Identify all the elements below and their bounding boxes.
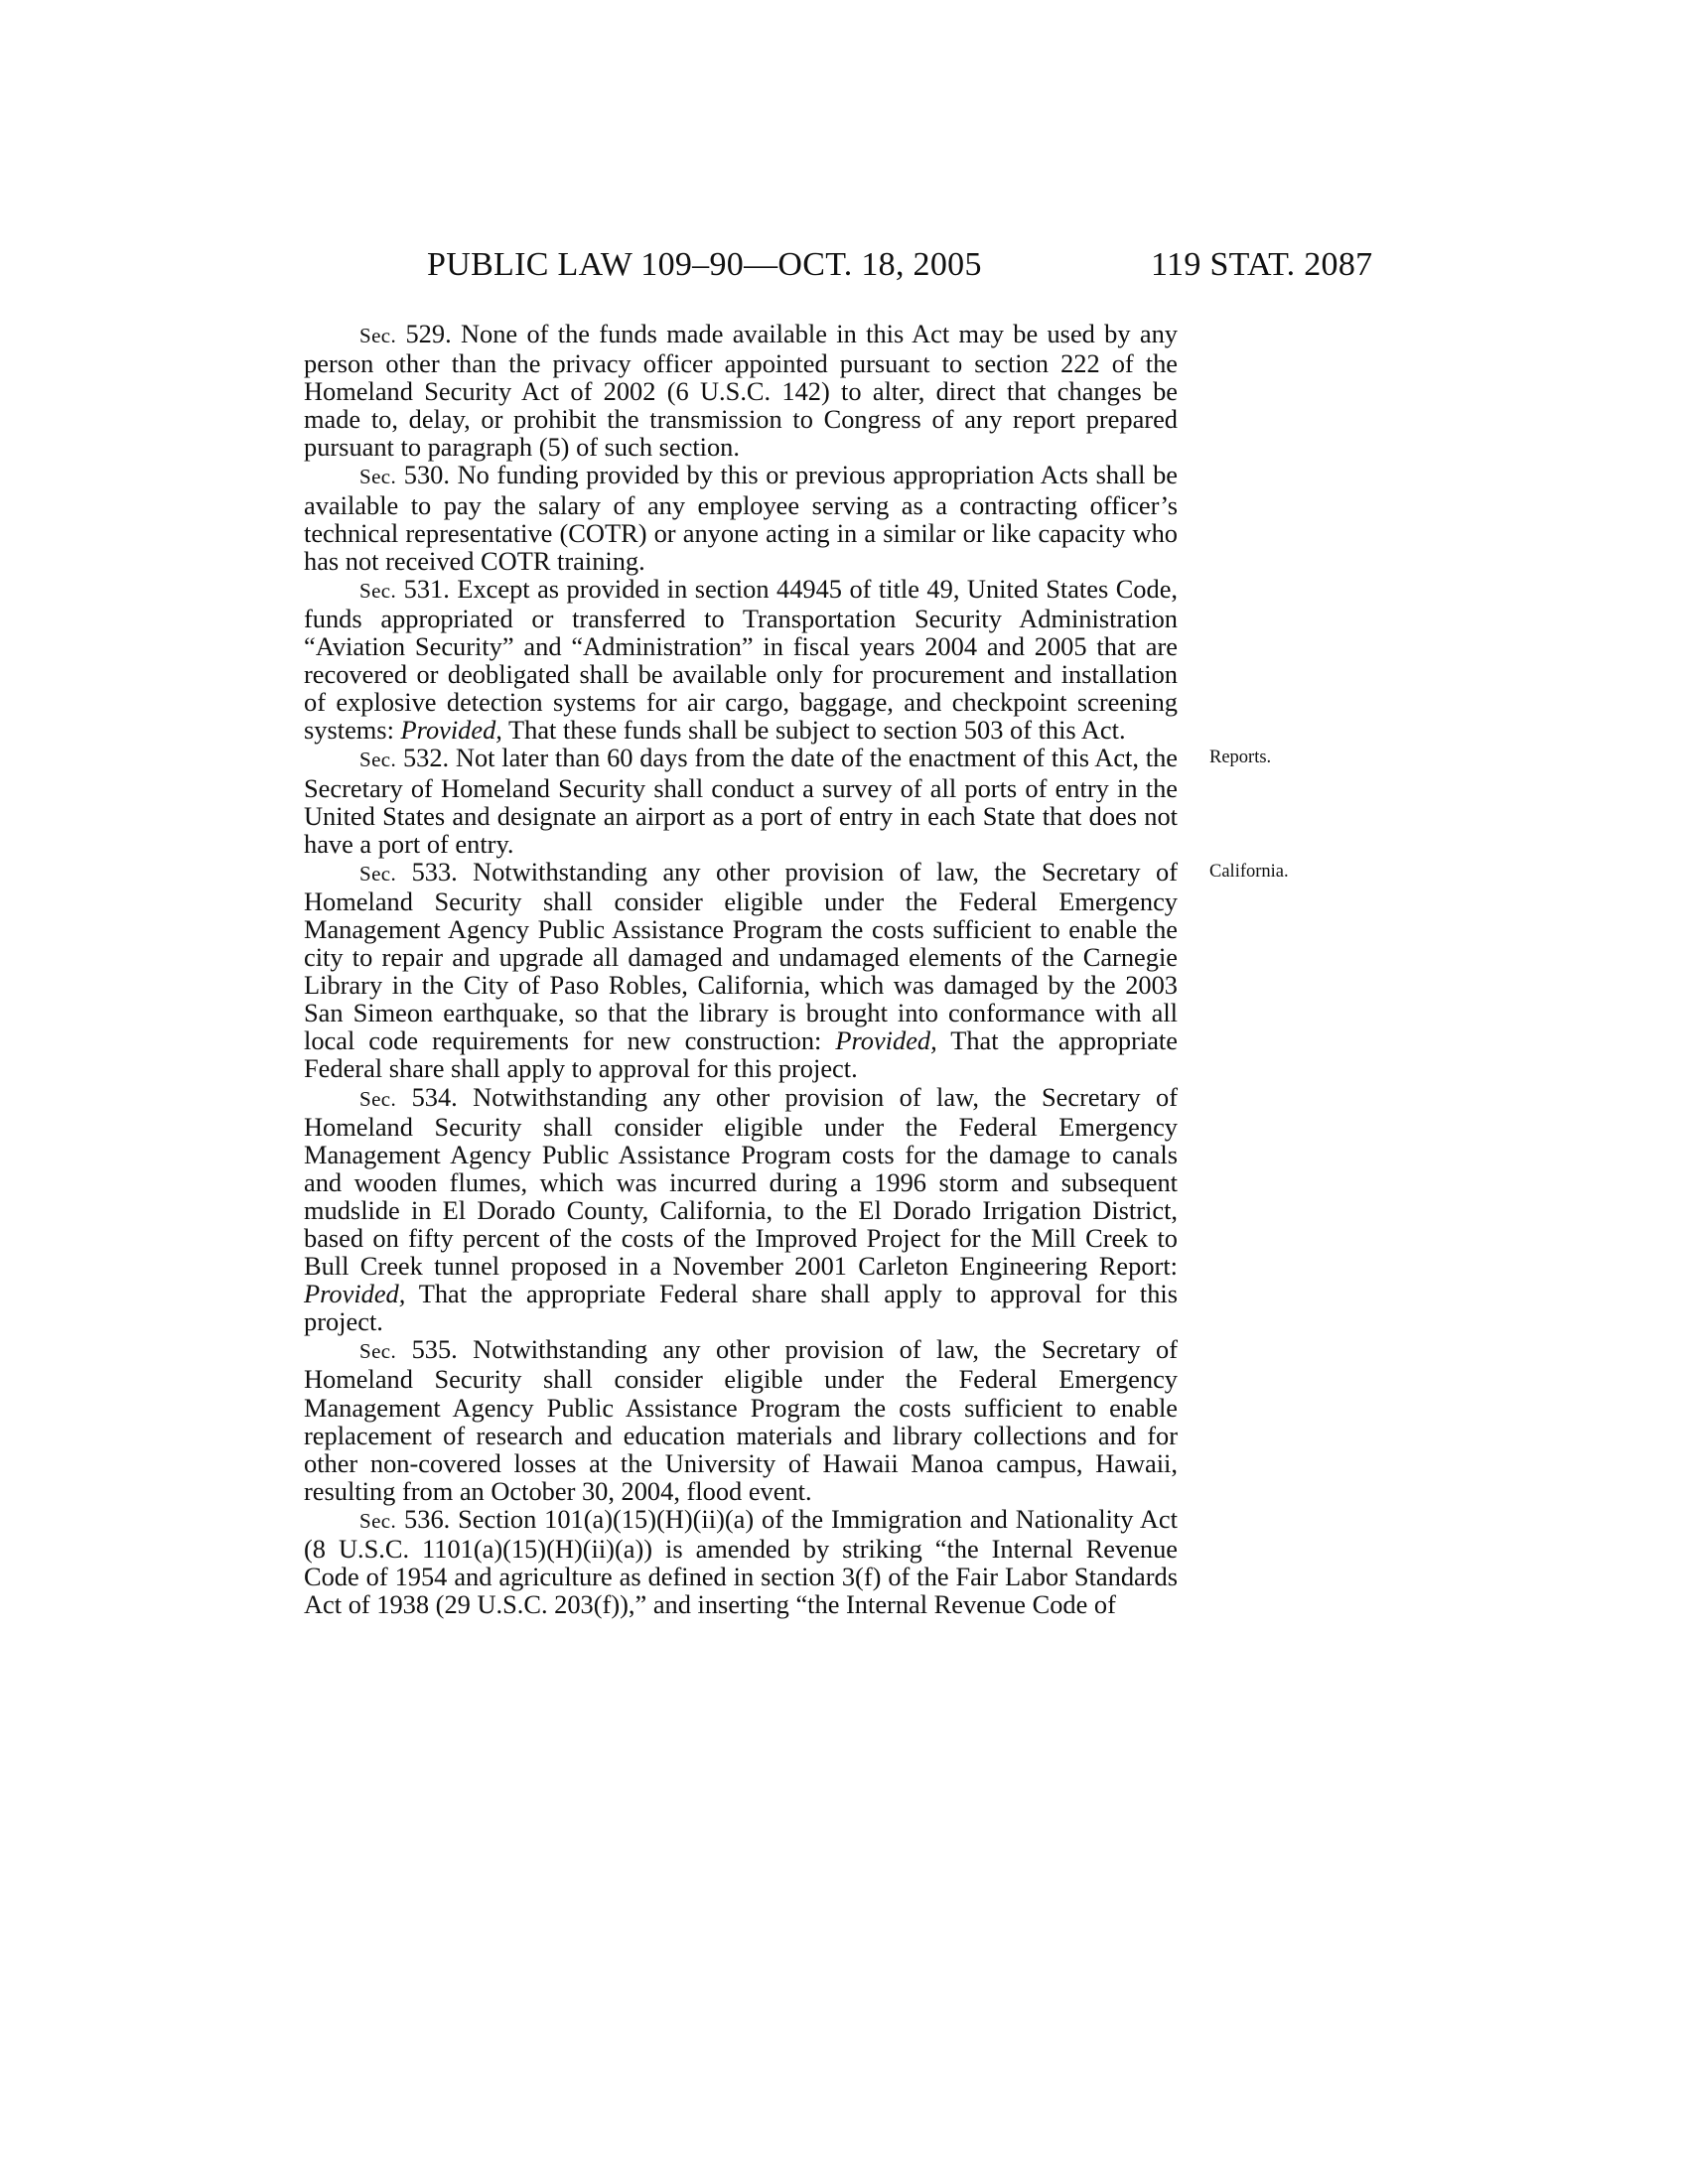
section-text-continued: That the appropriate Federal share shall apply to approval for this project.: [304, 1279, 1178, 1337]
section-536: [304, 1505, 1178, 1618]
section-533: [304, 856, 1289, 1084]
section-530: [304, 461, 1178, 574]
sec-label: Sec.: [359, 465, 397, 489]
sec-number: 529.: [405, 319, 452, 348]
section-text: Notwithstanding any other provision of law, the Secretary of Homeland Security shall consider eligible under the Federal Emergency Management Agency Public Assistance Program the costs sufficient to enable replacement of research and education materials and library collections and for other non-covered losses at the University of Hawaii Manoa campus, Hawaii, resulting from an October 30, 2004, flood event.: [304, 1334, 1178, 1506]
sec-label: Sec.: [359, 1508, 397, 1533]
section-text-continued: That these funds shall be subject to section 503 of this Act.: [508, 715, 1126, 746]
sec-label: Sec.: [359, 1339, 397, 1364]
page-header-stat: 119 STAT. 2087: [1151, 246, 1373, 283]
sec-label: Sec.: [359, 578, 397, 603]
provided-clause: Provided,: [400, 715, 502, 746]
section-529: [304, 320, 1178, 461]
sec-number: 536.: [404, 1503, 451, 1534]
sec-label: Sec.: [359, 748, 397, 772]
sec-number: 530.: [403, 460, 450, 490]
margin-note-reports: Reports.: [1209, 748, 1272, 768]
section-text: Notwithstanding any other provision of law, the Secretary of Homeland Security shall consider eligible under the Federal Emergency Management Agency Public Assistance Program costs for the damage to canals and wooden flumes, which was incurred during a 1996 storm and subsequent mudslide in El Dorado County, California, to the El Dorado Irrigation District, based on fifty percent of the costs of the Improved Project for the Mill Creek to Bull Creek tunnel proposed in a November 2001 Carleton Engineering Report:: [304, 1081, 1178, 1282]
sec-label: Sec.: [359, 324, 397, 347]
section-535: [304, 1335, 1178, 1505]
section-text: No funding provided by this or previous appropriation Acts shall be available to pay the salary of any employee serving as a contracting officer’s technical representative (COTR) or anyone acting in a similar or like capacity who has not received COTR training.: [304, 460, 1178, 576]
section-534: [304, 1083, 1178, 1336]
section-text: Except as provided in section 44945 of title 49, United States Code, funds appropriated or transferred to Transportation Security Administration “Aviation Security” and “Administration” in fiscal years 2004 and 2005 that are recovered or deobligated shall be available only for procurement and installation of explosive detection systems for air cargo, baggage, and checkpoint screening systems:: [304, 573, 1179, 746]
section-531: [304, 575, 1178, 745]
sec-number: 531.: [403, 573, 450, 604]
provided-clause: Provided,: [835, 1025, 937, 1056]
section-text-continued: That the appropriate Federal share shall apply to approval for this project.: [304, 1025, 1178, 1084]
section-text: None of the funds made available in this Act may be used by any person other than the privacy officer appointed pursuant to section 222 of the Homeland Security Act of 2002 (6 U.S.C. 142) to alter, direct that changes be made to, delay, or prohibit the transmission to Congress of any report prepared pursuant to paragraph (5) of such section.: [304, 319, 1178, 463]
section-text: Notwithstanding any other provision of law, the Secretary of Homeland Security shall consider eligible under the Federal Emergency Management Agency Public Assistance Program the costs sufficient to enable the city to repair and upgrade all damaged and undamaged elements of the Carnegie Library in the City of Paso Robles, California, which was damaged by the 2003 San Simeon earthquake, so that the library is brought into conformance with all local code requirements for new construction:: [304, 856, 1178, 1056]
sec-label: Sec.: [359, 861, 397, 886]
section-text: Not later than 60 days from the date of the enactment of this Act, the Secretary of Homeland Security shall conduct a survey of all ports of entry in the United States and designate an airport as a port of entry in each State that does not have a port of entry.: [304, 743, 1178, 859]
sec-label: Sec.: [359, 1086, 397, 1111]
sec-number: 533.: [411, 856, 458, 887]
provided-clause: Provided,: [304, 1279, 406, 1309]
section-text: Section 101(a)(15)(H)(ii)(a) of the Immigration and Nationality Act (8 U.S.C. 1101(a)(15)(H)(ii)(a)) is amended by striking “the Internal Revenue Code of 1954 and agriculture as defined in section 3(f) of the Fair Labor Standards Act of 1938 (29 U.S.C. 203(f)),” and inserting “the Internal Revenue Code of: [304, 1503, 1178, 1620]
margin-note-california: California.: [1209, 861, 1289, 882]
page-header-title: PUBLIC LAW 109–90—OCT. 18, 2005: [427, 246, 982, 283]
sec-number: 535.: [411, 1334, 458, 1365]
sec-number: 534.: [411, 1081, 458, 1112]
sec-number: 532.: [402, 743, 450, 773]
section-532: [304, 743, 1272, 859]
document-body: [304, 319, 1289, 1620]
